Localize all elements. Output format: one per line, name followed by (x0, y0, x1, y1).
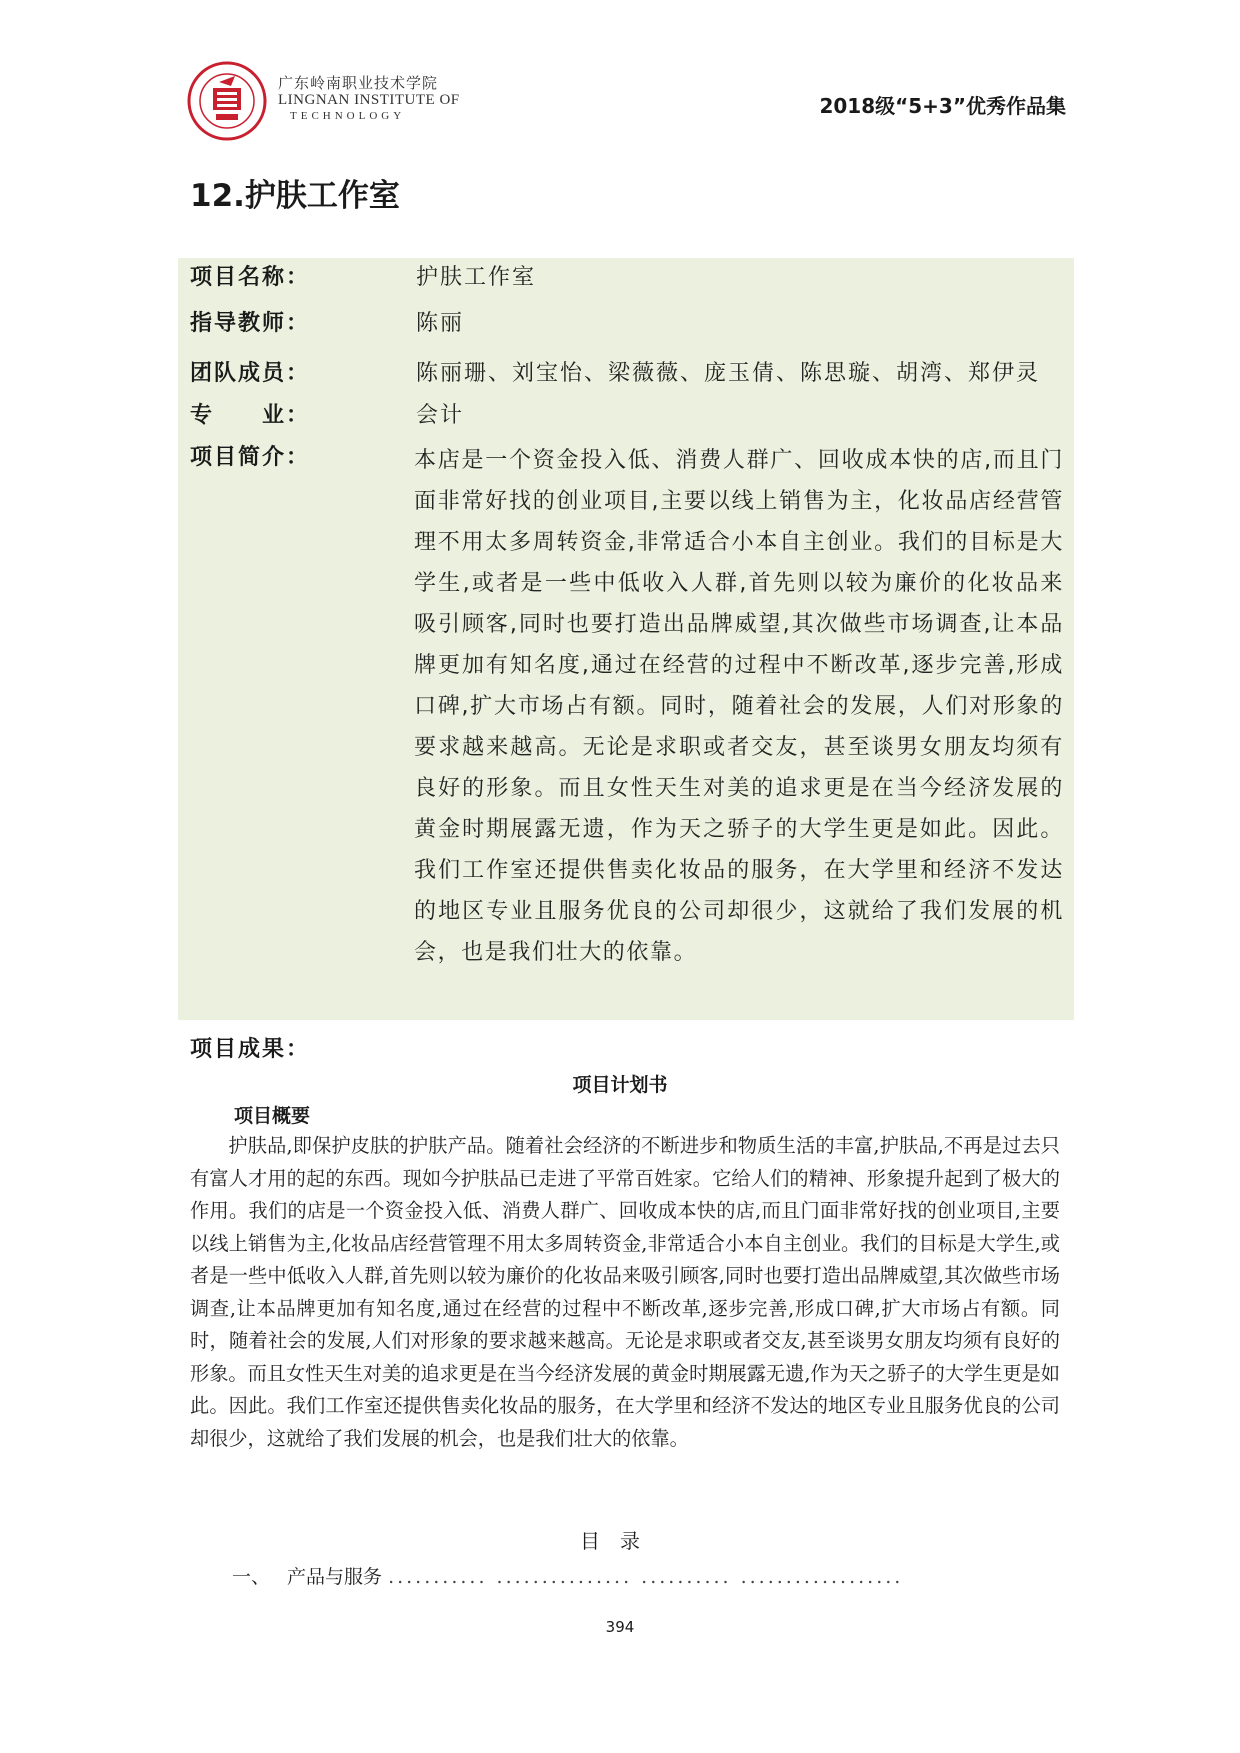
school-name-cn: 广东岭南职业技术学院 (278, 74, 439, 92)
major-label: 专 业： (190, 403, 311, 428)
team-value: 陈丽珊、刘宝怡、梁薇薇、庞玉倩、陈思璇、胡湾、郑伊灵 (416, 361, 1041, 386)
toc-item-label: 产品与服务 (287, 1566, 383, 1588)
results-label: 项目成果： (190, 1037, 311, 1062)
toc-item-number: 一、 (232, 1566, 271, 1588)
school-logo (186, 60, 268, 142)
overview-text: 护肤品,即保护皮肤的护肤产品。随着社会经济的不断进步和物质生活的丰富,护肤品,不再是过去只有富人才用的起的东西。现如今护肤品已走进了平常百姓家。它给人们的精神、形象提升起到了极大的作用。我们的店是一个资金投入低、消费人群广、回收成本快的店,而且门面非常好找的创业项目,主要以线上销售为主,化妆品店经营管理不用太多周转资金,非常适合小本自主创业。我们的目标是大学生,或者是一些中低收入人群,首先则以较为廉价的化妆品来吸引顾客,同时也要打造出品牌威望,其次做些市场调查,让本品牌更加有知名度,通过在经营的过程中不断改革,逐步完善,形成口碑,扩大市场占有额。同时，随着社会的发展,人们对形象的要求越来越高。无论是求职或者交友,甚至谈男女朋友均须有良好的形象。而且女性天生对美的追求更是在当今经济发展的黄金时期展露无遗,作为天之骄子的大学生更是如此。因此。我们工作室还提供售卖化妆品的服务，在大学里和经济不发达的地区专业且服务优良的公司却很少，这就给了我们发展的机会，也是我们壮大的依靠。 (190, 1134, 1060, 1450)
school-name-en: LINGNAN INSTITUTE OF (278, 92, 460, 108)
advisor-value: 陈丽 (416, 311, 465, 336)
plan-title: 项目计划书 (572, 1074, 668, 1096)
project-intro-text: 本店是一个资金投入低、消费人群广、回收成本快的店,而且门面非常好找的创业项目,主要以线上销售为主，化妆品店经营管理不用太多周转资金,非常适合小本自主创业。我们的目标是大学生,或者是一些中低收入人群,首先则以较为廉价的化妆品来吸引顾客,同时也要打造出品牌威望,其次做些市场调查,让本品牌更加有知名度,通过在经营的过程中不断改革,逐步完善,形成口碑,扩大市场占有额。同时，随着社会的发展，人们对形象的要求越来越高。无论是求职或者交友，甚至谈男女朋友均须有良好的形象。而且女性天生对美的追求更是在当今经济发展的黄金时期展露无遗，作为天之骄子的大学生更是如此。因此。我们工作室还提供售卖化妆品的服务，在大学里和经济不发达的地区专业且服务优良的公司却很少，这就给了我们发展的机会，也是我们壮大的依靠。 (414, 448, 1064, 965)
overview-title: 项目概要 (234, 1105, 311, 1127)
collection-title: 2018级“5+3”优秀作品集 (819, 94, 1066, 118)
intro-label: 项目简介： (190, 445, 311, 470)
toc-leader-dots: ........... ............... .......... .................. (388, 1566, 904, 1588)
toc-title: 目录 (580, 1529, 660, 1553)
project-name-label: 项目名称： (190, 265, 311, 290)
project-name-value: 护肤工作室 (416, 265, 537, 290)
toc-item[interactable] (232, 1562, 1032, 1589)
page-header (186, 60, 1066, 130)
major-value: 会计 (416, 403, 465, 428)
school-name-en-line2: TECHNOLOGY (290, 110, 406, 122)
page-number: 394 (605, 1618, 635, 1636)
section-title: 12.护肤工作室 (190, 178, 400, 214)
team-label: 团队成员： (190, 361, 311, 386)
advisor-label: 指导教师： (190, 311, 311, 336)
